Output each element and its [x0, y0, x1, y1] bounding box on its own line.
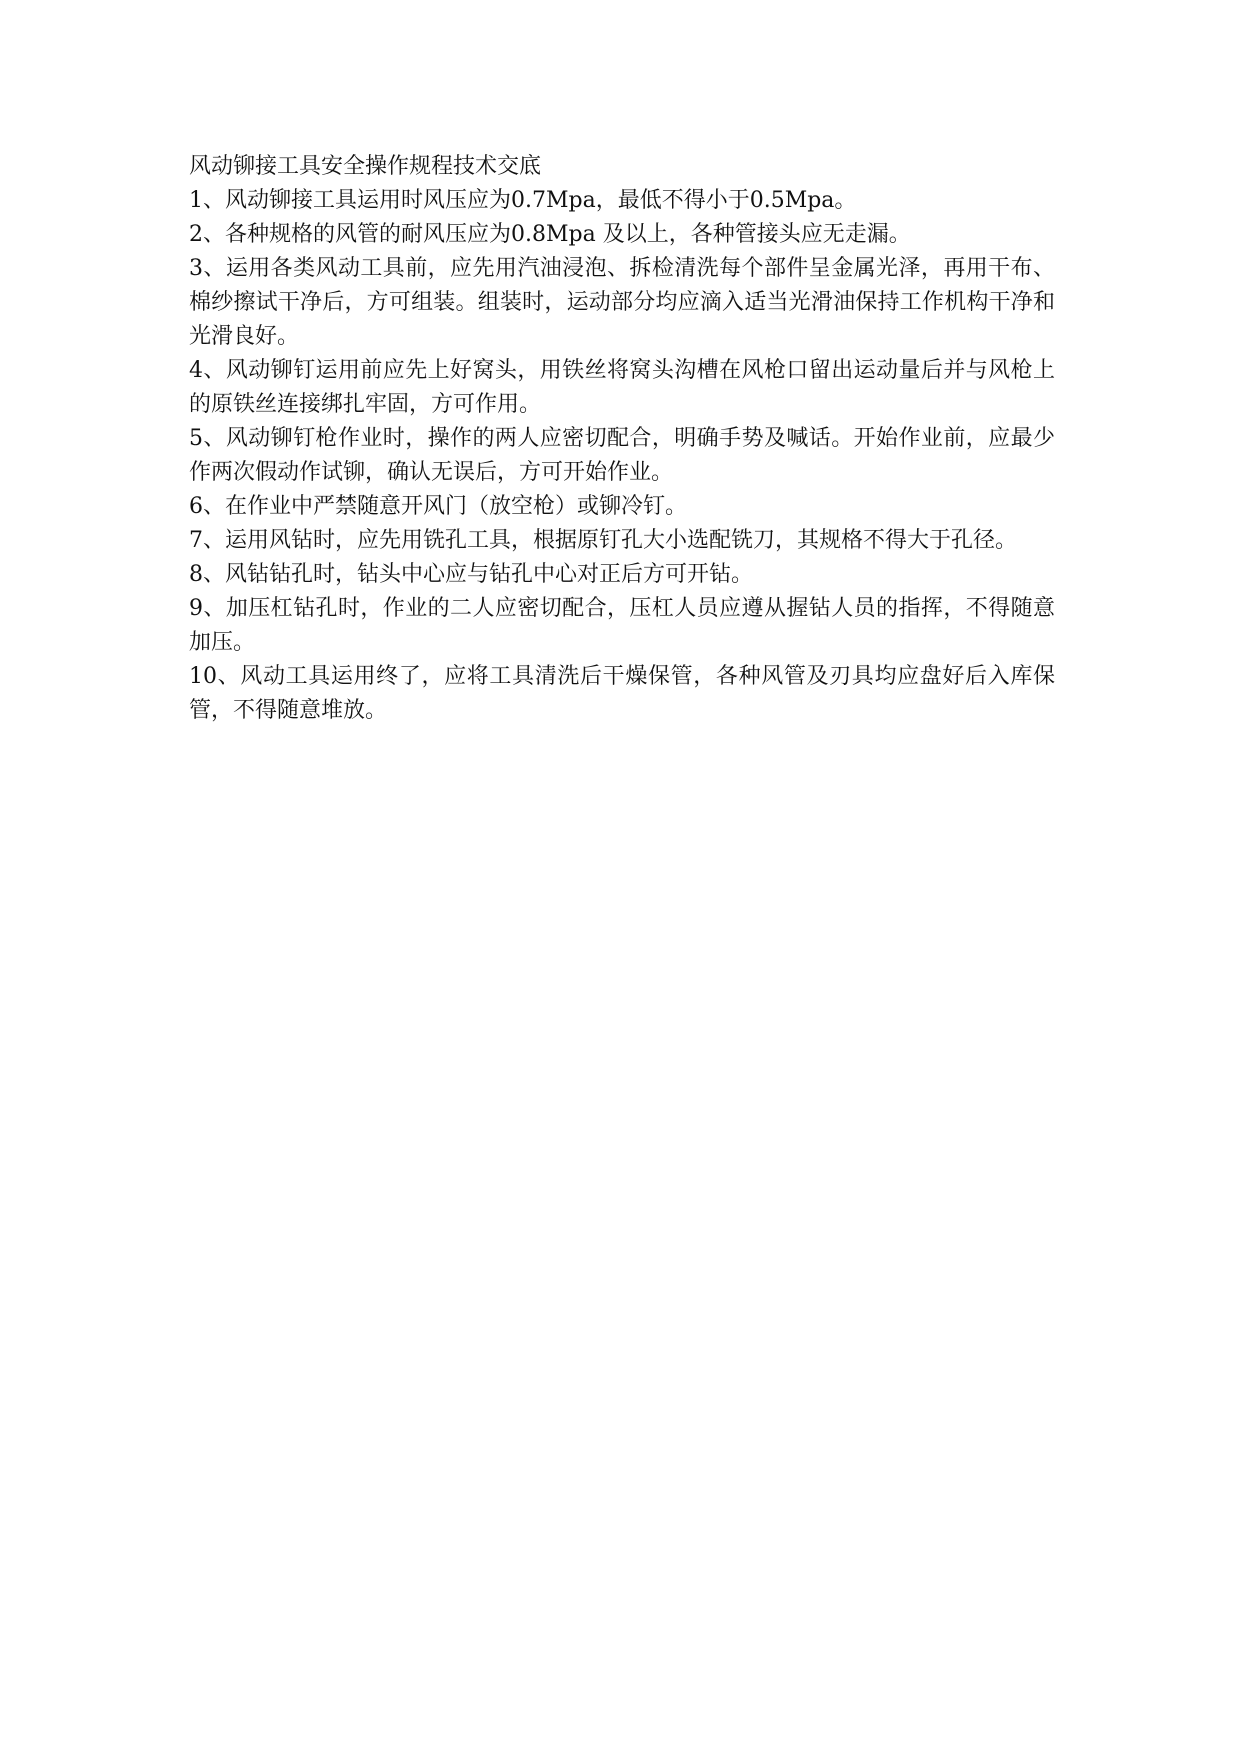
document-page	[189, 150, 1055, 728]
rule-item-6: 6、在作业中严禁随意开风门（放空枪）或铆冷钉。	[189, 494, 687, 519]
rule-item-7: 7、运用风钻时，应先用铣孔工具，根据原钉孔大小选配铣刀，其规格不得大于孔径。	[189, 528, 1017, 553]
rule-item-4: 4、风动铆钉运用前应先上好窝头，用铁丝将窝头沟槽在风枪口留出运动量后并与风枪上的原铁丝连接绑扎牢固，方可作用。	[189, 358, 1055, 417]
rule-item-10: 10、风动工具运用终了，应将工具清洗后干燥保管，各种风管及刃具均应盘好后入库保管，不得随意堆放。	[189, 664, 1055, 723]
rule-item-1: 1、风动铆接工具运用时风压应为0.7Mpa，最低不得小于0.5Mpa。	[189, 188, 857, 213]
rule-item-9: 9、加压杠钻孔时，作业的二人应密切配合，压杠人员应遵从握钻人员的指挥，不得随意加压。	[189, 596, 1055, 655]
rule-item-5: 5、风动铆钉枪作业时，操作的两人应密切配合，明确手势及喊话。开始作业前，应最少作两次假动作试铆，确认无误后，方可开始作业。	[189, 426, 1055, 485]
rule-item-2: 2、各种规格的风管的耐风压应为0.8Mpa 及以上，各种管接头应无走漏。	[189, 222, 911, 247]
document-title: 风动铆接工具安全操作规程技术交底	[189, 154, 542, 179]
rule-item-3: 3、运用各类风动工具前，应先用汽油浸泡、拆检清洗每个部件呈金属光泽，再用干布、棉纱擦试干净后，方可组装。组装时，运动部分均应滴入适当光滑油保持工作机构干净和光滑良好。	[189, 256, 1055, 349]
rule-item-8: 8、风钻钻孔时，钻头中心应与钻孔中心对正后方可开钻。	[189, 562, 753, 587]
